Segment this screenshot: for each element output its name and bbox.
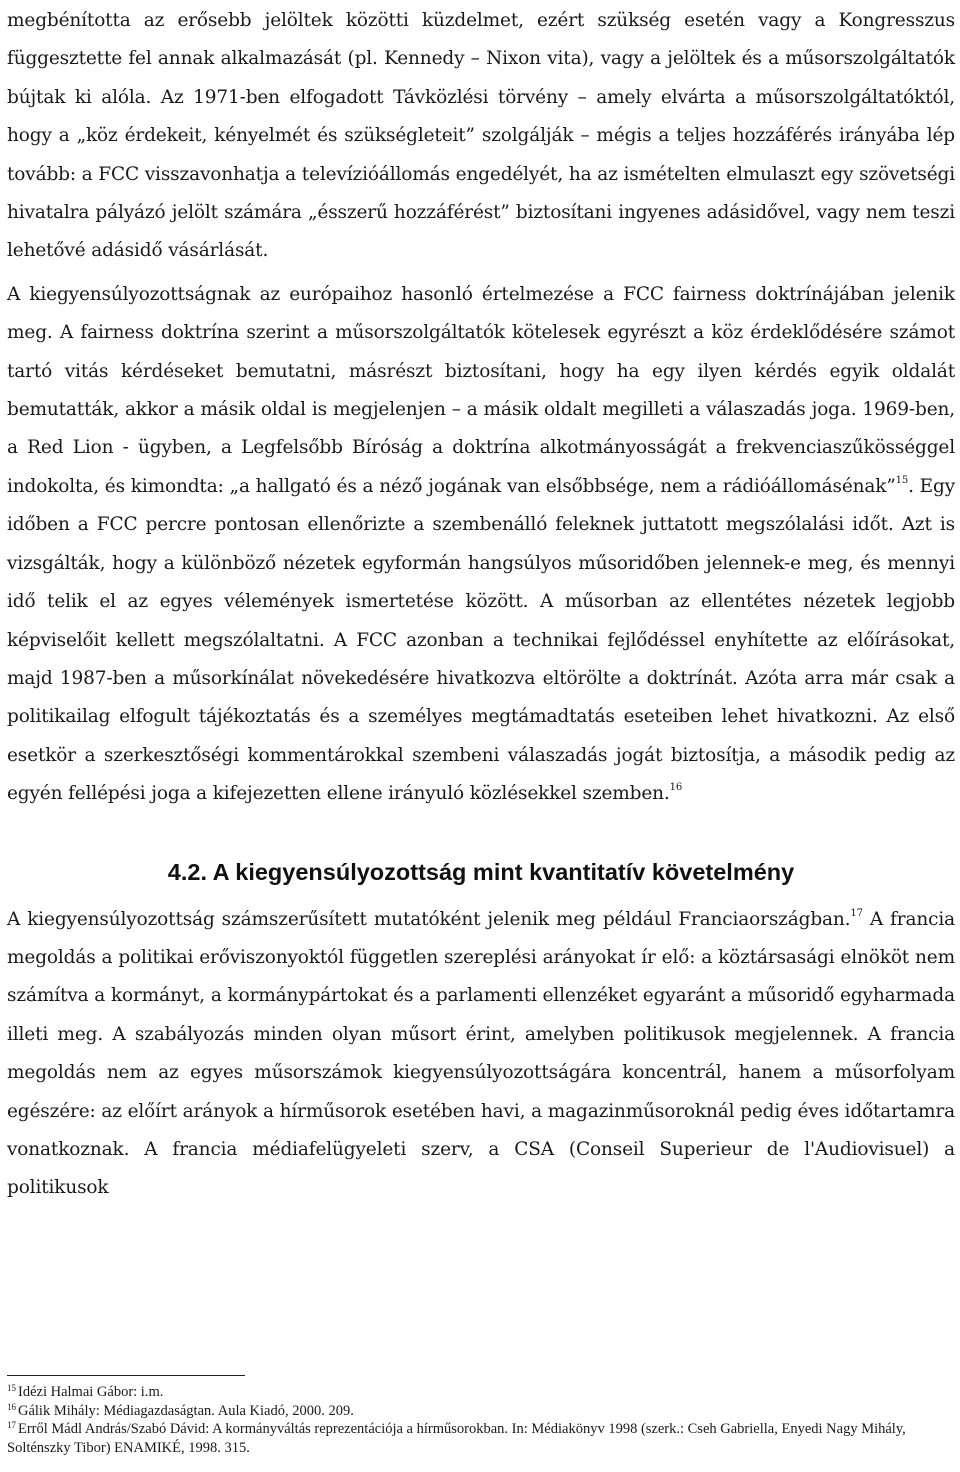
footnote-separator bbox=[7, 1375, 245, 1376]
footnote-number: 16 bbox=[7, 1401, 16, 1412]
footnote-15 bbox=[7, 1383, 937, 1402]
paragraph-text: A kiegyensúlyozottságnak az európaihoz hasonló értelmezése a FCC fairness doktrínájában jelenik meg. A fairness doktrína szerint a műsorszolgáltatók kötelesek egyrészt a köz érdeklődésére számot tartó vitás kérdéseket bemutatni, másrészt biztosítani, hogy ha egy ilyen kérdés egyik oldalát bemutatták, akkor a másik oldal is megjelenjen – a másik oldalt megilleti a válaszadás joga. 1969-ben, a Red Lion - ügyben, a Legfelsőbb Bíróság a doktrína alkotmányosságát a frekvenciaszűkösséggel indokolta, és kimondta: „a hallgató és a néző jogának van elsőbbsége, nem a rádióállomásénak” bbox=[7, 283, 955, 497]
paragraph-text: A kiegyensúlyozottság számszerűsített mutatóként jelenik meg például Franciaországban. bbox=[7, 908, 851, 930]
footnote-text: Gálik Mihály: Médiagazdaságtan. Aula Kiadó, 2000. 209. bbox=[18, 1402, 354, 1419]
footnote-reference-17[interactable]: 17 bbox=[850, 907, 863, 919]
document-page bbox=[7, 0, 955, 1208]
footnotes bbox=[7, 1383, 937, 1457]
footnote-reference-16[interactable]: 16 bbox=[669, 782, 683, 794]
body-paragraph-2 bbox=[7, 276, 955, 814]
footnote-number: 15 bbox=[7, 1383, 16, 1393]
paragraph-text: A francia megoldás a politikai erőviszonyoktól független szereplési arányokat ír elő: a köztársasági elnököt nem számítva a kormányt, a kormánypártokat és a parlamenti ellenzéket egyaránt a műsoridő egyharmada illeti meg. A szabályozás minden olyan műsort érint, amelyben politikusok megjelennek. A francia megoldás nem az egyes műsorszámok kiegyensúlyozottságára koncentrál, hanem a műsorfolyam egészére: az előírt arányok a hírműsorok esetében havi, a magazinműsoroknál pedig éves időtartamra vonatkoznak. A francia médiafelügyeleti szerv, a CSA (Conseil Superieur de l'Audiovisuel) a politikusok bbox=[7, 908, 955, 1199]
footnote-text: Erről Mádl András/Szabó Dávid: A kormányváltás reprezentációja a hírműsorokban. In: Médiakönyv 1998 (szerk.: Cseh Gabriella, Enyedi Nagy Mihály, Solténszky Tibor) ENAMIKÉ, 1998. 315. bbox=[7, 1421, 906, 1456]
paragraph-text: megbénította az erősebb jelöltek közötti küzdelmet, ezért szükség esetén vagy a Kongresszus függesztette fel annak alkalmazását (pl. Kennedy – Nixon vita), vagy a jelöltek és a műsorszolgáltatók bújtak ki alóla. Az 1971-ben elfogadott Távközlési törvény – amely elvárta a műsorszolgáltatóktól, hogy a „köz érdekeit, kényelmét és szükségleteit” szolgálják – mégis a teljes hozzáférés irányába lép tovább: a FCC visszavonhatja a televízióállomás engedélyét, ha az ismételten elmulaszt egy szövetségi hivatalra pályázó jelölt számára „ésszerű hozzáférést” biztosítani ingyenes adásidővel, vagy nem teszi lehetővé adásidő vásárlását. bbox=[7, 10, 955, 262]
footnote-number: 17 bbox=[7, 1420, 16, 1430]
footnote-reference-15[interactable]: 15 bbox=[895, 474, 909, 486]
body-paragraph-1 bbox=[7, 2, 955, 271]
section-heading: 4.2. A kiegyensúlyozottság mint kvantitatív követelmény bbox=[167, 858, 795, 885]
footnote-text: Idézi Halmai Gábor: i.m. bbox=[18, 1384, 164, 1400]
footnote-17 bbox=[7, 1420, 937, 1457]
footnote-16 bbox=[7, 1402, 937, 1421]
paragraph-text: . Egy időben a FCC percre pontosan ellenőrizte a szembenálló feleknek juttatott megszólalási időt. Azt is vizsgálták, hogy a különböző nézetek egyformán hangsúlyos műsoridőben jelennek-e meg, és mennyi idő telik el az egyes vélemények ismertetése között. A műsorban az ellentétes nézetek legjobb képviselőit kellett megszólaltatni. A FCC azonban a technikai fejlődéssel enyhítette az előírásokat, majd 1987-ben a műsorkínálat növekedésére hivatkozva eltörölte a doktrínát. Azóta arra már csak a politikailag elfogult tájékoztatás és a személyes megtámadtatás eseteiben lehet hivatkozni. Az első esetkör a szerkesztőségi kommentárokkal szembeni válaszadás jogát biztosítja, a második pedig az egyén fellépési joga a kifejezetten ellene irányuló közlésekkel szemben. bbox=[7, 475, 956, 805]
body-paragraph-3 bbox=[7, 901, 955, 1208]
